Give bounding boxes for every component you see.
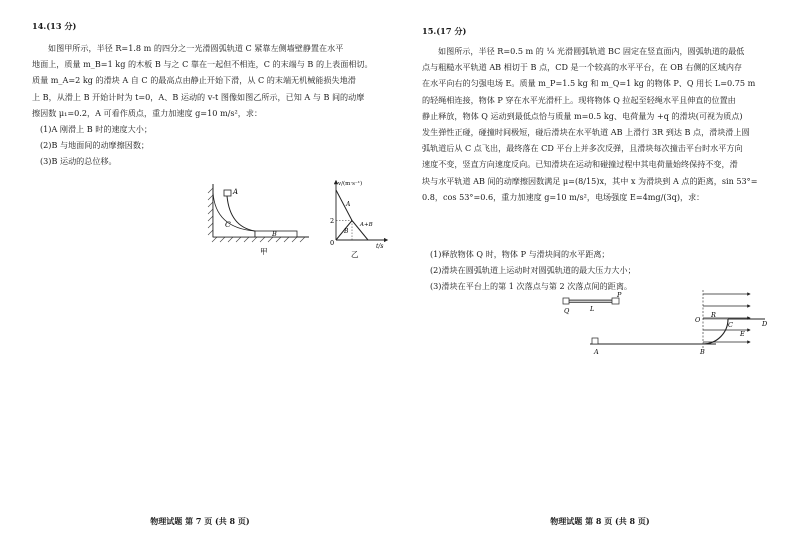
q15-line-3: 在水平向右的匀强电场 E。质量 m_P=1.5 kg 和 m_Q=1 kg 的物体 P、Q 用长 L=0.75 m — [422, 78, 756, 89]
q15-sub-3: (3)滑块在平台上的第 1 次落点与第 2 次落点间的距离。 — [430, 281, 633, 292]
q15-line-4: 的轻绳相连接，物体 P 穿在水平光滑杆上。现将物体 Q 拉起至轻绳水平且伸直的位置由 — [422, 94, 736, 105]
label-p: P — [617, 291, 622, 299]
label-c: C — [225, 220, 231, 229]
label-q: Q — [564, 307, 570, 315]
ground-hatch — [212, 237, 305, 242]
label-d: D — [762, 320, 768, 328]
label-a: A — [594, 348, 599, 356]
label-r: R — [711, 311, 716, 319]
q14-line-5: 擦因数 μ₁=0.2，A 可看作质点，重力加速度 g=10 m/s²，求： — [32, 107, 263, 118]
figure-q15 — [560, 286, 775, 358]
q14-line-4: 上 B，从滑上 B 开始计时为 t=0，A、B 运动的 v-t 图像如图乙所示，已知 A 与 B 间的动摩 — [32, 91, 365, 102]
label-line-a: A — [346, 201, 351, 208]
q15-line-2: 点与粗糙水平轨道 AB 相切于 B 点，CD 是一个较高的水平平台，在 OB 右侧的区域内存 — [422, 62, 743, 73]
q14-line-2: 地面上，质量 m_B=1 kg 的木板 B 与之 C 靠在一起但不相连，C 的末端与 B 的上表面相切。 — [32, 59, 373, 70]
label-l: L — [590, 305, 595, 313]
q14-sub-2: (2)B 与地面间的动摩擦因数； — [40, 140, 150, 151]
q15-line-10: 0.8，cos 53°=0.6，重力加速度 g=10 m/s²，电场强度 E=4mg/(3q)，求： — [422, 191, 705, 202]
label-a: A — [233, 188, 239, 196]
footer-page-7: 物理试题 第 7 页 (共 8 页) — [150, 516, 250, 526]
label-c: C — [728, 321, 733, 329]
figure-yi-vt-graph — [320, 176, 392, 260]
origin-label: 0 — [330, 239, 335, 247]
q15-sub-2: (2)滑块在圆弧轨道上运动时对圆弧轨道的最大压力大小； — [430, 265, 636, 276]
label-b: B — [700, 348, 705, 356]
block-a — [224, 190, 231, 196]
label-line-ab: A+B — [360, 222, 373, 228]
figure-jia — [205, 178, 315, 258]
q15-line-8: 速度不变，竖直方向速度反向。已知滑块在运动和碰撞过程中其电荷量始终保持不变，滑 — [422, 159, 738, 170]
object-q — [563, 298, 569, 304]
q14-sub-1: (1)A 刚滑上 B 时的速度大小； — [40, 124, 152, 134]
question-14-subquestions — [40, 121, 152, 170]
arc-track-c — [213, 192, 255, 237]
q15-line-7: 弧轨道后从 C 点飞出，最终落在 CD 平台上并多次反弹，且滑块每次撞击平台时水平方向 — [422, 143, 743, 154]
caption-jia: 甲 — [260, 247, 268, 256]
q15-line-6: 发生弹性正碰，碰撞时间极短，碰后滑块在水平轨道 AB 上滑行 3R 到达 B 点，滑块滑上圆 — [422, 127, 750, 138]
slider-block — [592, 338, 598, 344]
label-o: O — [695, 316, 701, 324]
label-line-b: B — [344, 228, 349, 235]
q15-line-9: 块与水平轨道 AB 间的动摩擦因数满足 μ=(8/15)x，其中 x 为滑块到 A 点的距离，sin 53°= — [422, 175, 758, 186]
page-8 — [400, 0, 800, 555]
v-tick-2: 2 — [330, 217, 335, 225]
q14-line-1: 如图甲所示，半径 R=1.8 m 的四分之一光滑圆弧轨道 C 紧靠左侧墙壁静置在水平 — [48, 43, 344, 53]
wall-hatch — [208, 188, 213, 235]
v-axis-label: v/(m·s⁻¹) — [338, 181, 363, 187]
question-15-number: 15.(17 分) — [422, 26, 467, 36]
label-e: E — [740, 330, 745, 338]
question-15-body — [422, 43, 782, 205]
q15-line-5: 静止释放，物体 Q 运动到最低点恰与质量 m=0.5 kg、电荷量为 +q 的滑块(可视为质点) — [422, 110, 743, 121]
t-axis-label: t/s — [376, 243, 384, 250]
footer-page-8: 物理试题 第 8 页 (共 8 页) — [550, 516, 650, 526]
q14-line-3: 质量 m_A=2 kg 的滑块 A 自 C 的最高点由静止开始下滑，从 C 的末端无机械能损失地滑 — [32, 75, 356, 86]
q15-line-1: 如图所示，半径 R=0.5 m 的 ¼ 光滑圆弧轨道 BC 固定在竖直面内，圆弧轨道的最低 — [438, 46, 745, 56]
question-14-body — [32, 40, 380, 121]
q15-sub-1: (1)释放物体 Q 时，物体 P 与滑块间的水平距离； — [430, 249, 610, 259]
q14-sub-3: (3)B 运动的总位移。 — [40, 156, 117, 167]
question-14-number: 14.(13 分) — [32, 21, 77, 31]
label-b: B — [272, 230, 277, 238]
caption-yi: 乙 — [351, 250, 359, 259]
arc-bc — [703, 319, 728, 344]
